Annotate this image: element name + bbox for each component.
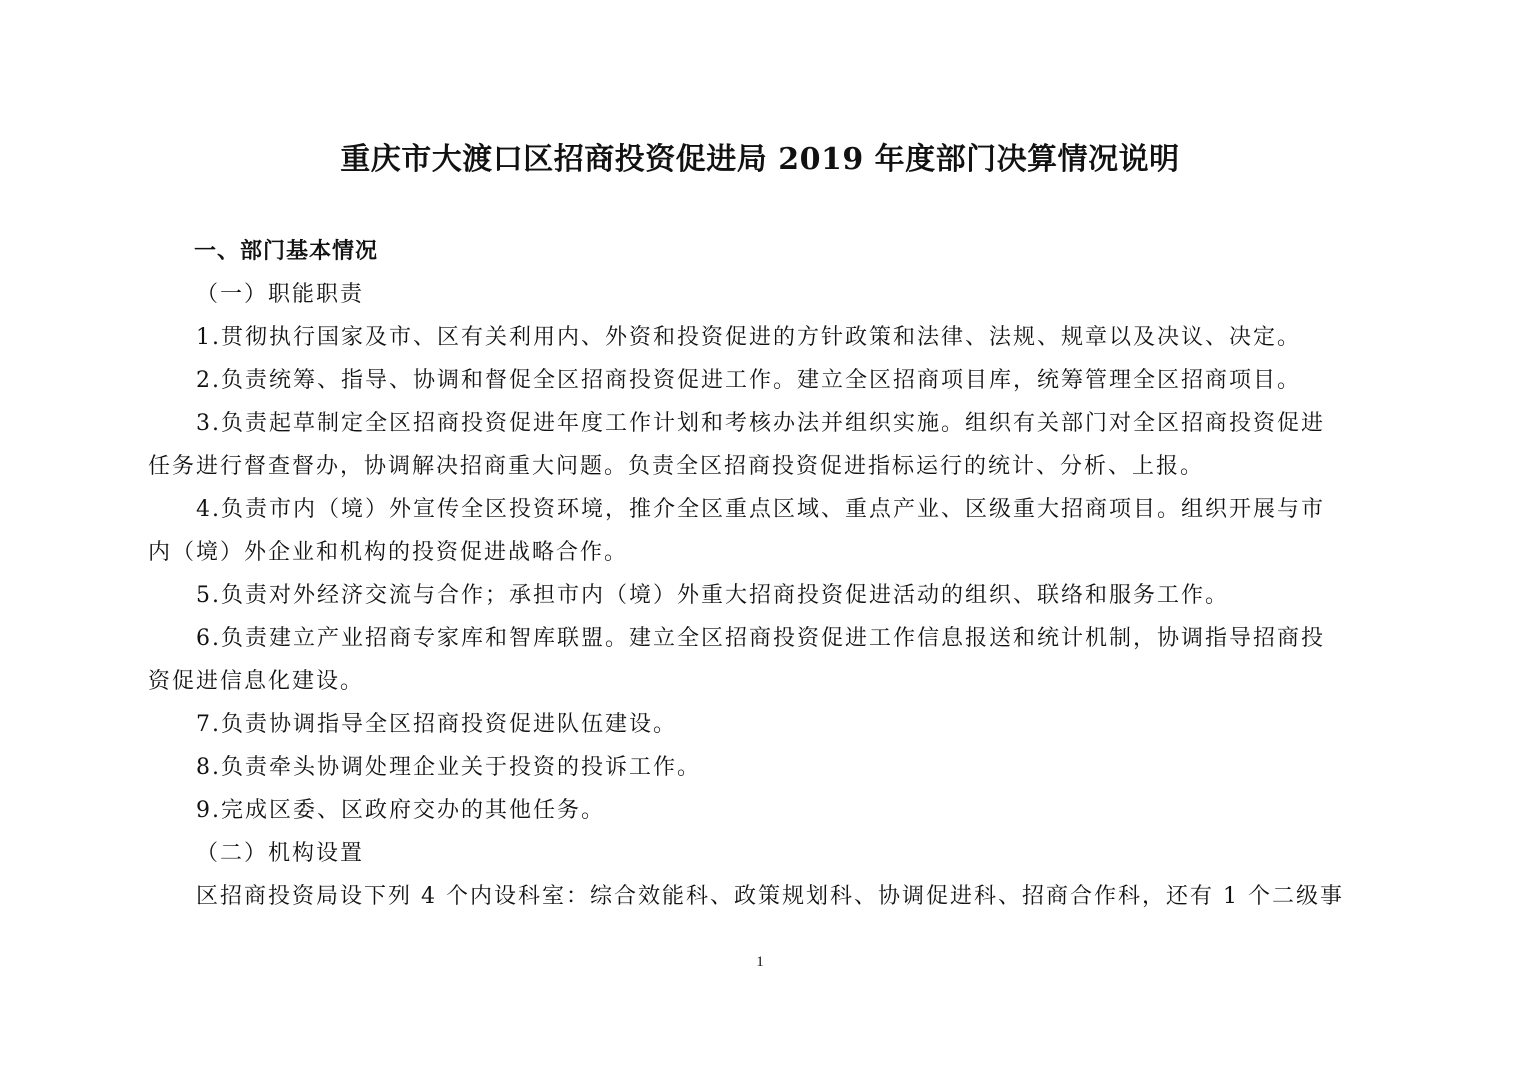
duty-item-9: 9.完成区委、区政府交办的其他任务。 bbox=[196, 798, 605, 823]
page-number: 1 bbox=[756, 954, 764, 970]
duty-item-1: 1.贯彻执行国家及市、区有关利用内、外资和投资促进的方针政策和法律、法规、规章以及决议、决定。 bbox=[196, 325, 1301, 350]
duty-item-4: 4.负责市内（境）外宣传全区投资环境，推介全区重点区域、重点产业、区级重大招商项目。组织开展与市 bbox=[196, 497, 1325, 522]
document-title: 重庆市大渡口区招商投资促进局 2019 年度部门决算情况说明 bbox=[340, 142, 1180, 177]
section-heading-basic-info: 一、部门基本情况 bbox=[194, 239, 379, 264]
document-body bbox=[148, 230, 1380, 918]
duty-item-3-continued: 任务进行督查督办，协调解决招商重大问题。负责全区招商投资促进指标运行的统计、分析、上报。 bbox=[148, 454, 1205, 479]
duty-item-6: 6.负责建立产业招商专家库和智库联盟。建立全区招商投资促进工作信息报送和统计机制，协调指导招商投 bbox=[196, 626, 1325, 651]
duty-item-6-continued: 资促进信息化建设。 bbox=[148, 669, 365, 694]
duty-item-4-continued: 内（境）外企业和机构的投资促进战略合作。 bbox=[148, 540, 629, 565]
duty-item-5: 5.负责对外经济交流与合作；承担市内（境）外重大招商投资促进活动的组织、联络和服务工作。 bbox=[196, 583, 1229, 608]
duty-item-8: 8.负责牵头协调处理企业关于投资的投诉工作。 bbox=[196, 755, 701, 780]
duty-item-7: 7.负责协调指导全区招商投资促进队伍建设。 bbox=[196, 712, 677, 737]
organization-paragraph: 区招商投资局设下列 4 个内设科室：综合效能科、政策规划科、协调促进科、招商合作科，还有 1 个二级事 bbox=[196, 884, 1344, 909]
subsection-heading-duties: （一）职能职责 bbox=[196, 282, 365, 307]
duty-item-3: 3.负责起草制定全区招商投资促进年度工作计划和考核办法并组织实施。组织有关部门对全区招商投资促进 bbox=[196, 411, 1325, 436]
subsection-heading-organization: （二）机构设置 bbox=[196, 841, 365, 866]
duty-item-2: 2.负责统筹、指导、协调和督促全区招商投资促进工作。建立全区招商项目库，统筹管理全区招商项目。 bbox=[196, 368, 1301, 393]
